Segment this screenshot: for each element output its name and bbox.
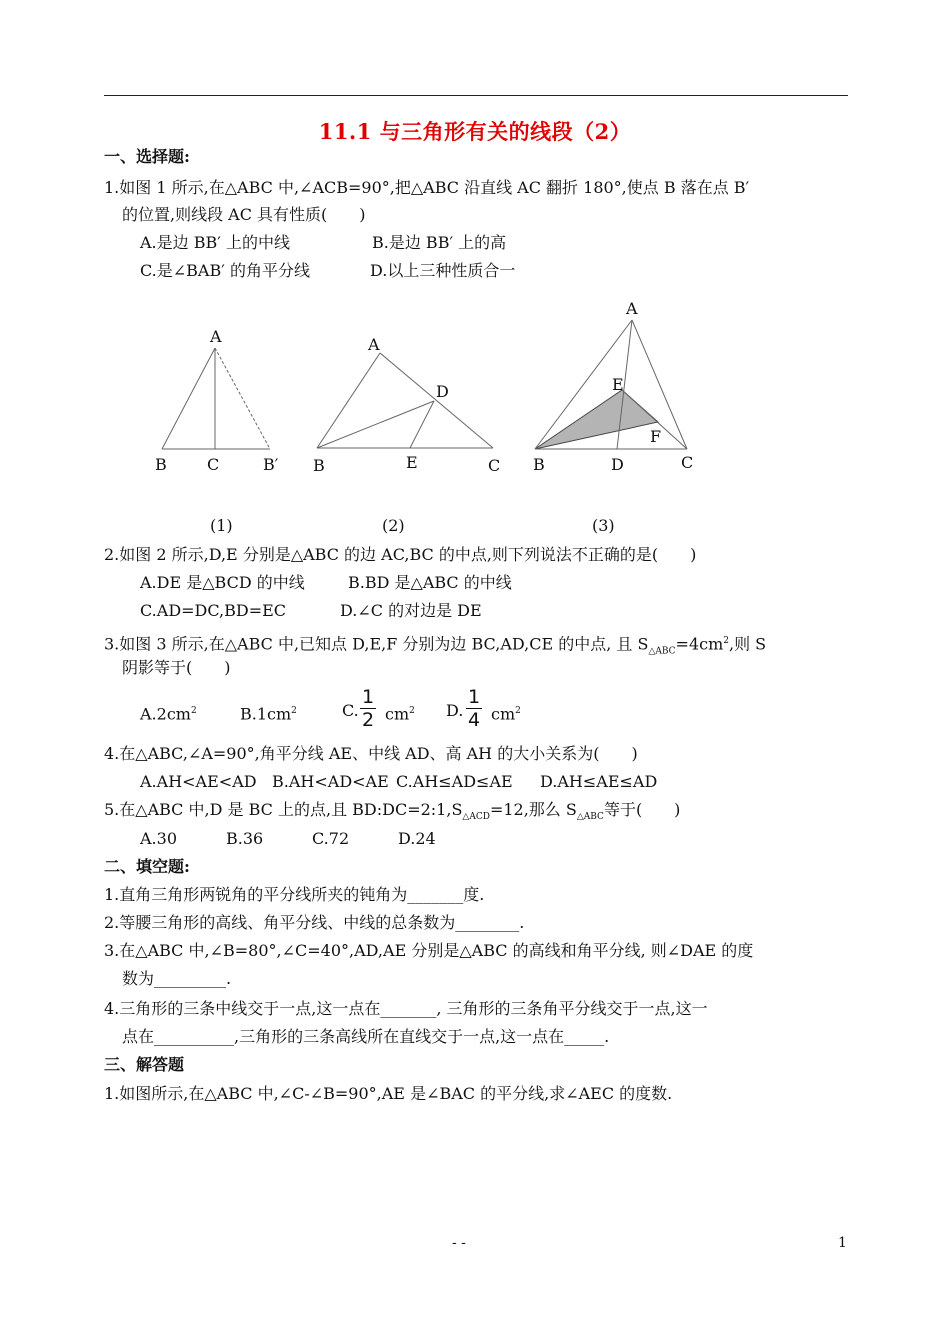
fig3-label-f: F (650, 427, 662, 446)
fig3-caption: (3) (592, 516, 615, 535)
fig1-label-a: A (210, 327, 222, 346)
figure-1 (140, 318, 290, 483)
q3-option-a: $A.2cm^2$ (140, 704, 197, 724)
q3-option-d-fraction: $\frac{1}{4}$ (468, 686, 481, 731)
q2-stem: 2.如图 2 所示,D,E 分别是△ABC 的边 AC,BC 的中点,则下列说法不正确的是( ) (104, 545, 697, 564)
q4-stem: 4.在△ABC,∠A=90°,角平分线 AE、中线 AD、高 AH 的大小关系为( ) (104, 744, 638, 763)
fill-q3-line2: 数为_________. (122, 969, 232, 988)
q5-option-d: D.24 (398, 829, 436, 848)
footer-center-mark: - - (452, 1235, 466, 1251)
fig2-side-ab (317, 353, 380, 448)
q1-stem-line1: 1.如图 1 所示,在△ABC 中,∠ACB=90°,把△ABC 沿直线 AC 翻折 180°,使点 B 落在点 B′ (104, 178, 750, 197)
fig3-label-c: C (681, 453, 694, 472)
q1-option-b: B.是边 BB′ 上的高 (372, 233, 507, 252)
fig2-caption: (2) (382, 516, 405, 535)
q3-option-d-unit: $cm^2$ (491, 704, 521, 724)
fig2-segment-de (410, 401, 434, 448)
q2-option-d: D.∠C 的对边是 DE (340, 601, 482, 620)
q5-option-a: A.30 (140, 829, 177, 848)
q4-option-c: C.AH≤AD≤AE (396, 772, 513, 791)
q3-option-c-fraction: $\frac{1}{2}$ (362, 686, 375, 731)
q2-option-b: B.BD 是△ABC 的中线 (348, 573, 512, 592)
fill-q2: 2.等腰三角形的高线、角平分线、中线的总条数为________. (104, 913, 525, 932)
q3-option-d: D. (446, 701, 464, 720)
q5-stem: 5.在△ABC 中,D 是 BC 上的点,且 $BD:DC=2:1,S_{\triangle ACD}=12$,那么 $S_{\triangle ABC}$等于( ) (104, 800, 681, 823)
q1-option-d: D.以上三种性质合一 (370, 261, 516, 280)
q5-option-c: C.72 (312, 829, 350, 848)
fig2-label-e: E (406, 453, 418, 472)
section-heading-solve: 三、解答题 (104, 1055, 185, 1074)
fig1-side-ab2 (215, 348, 270, 449)
fig1-label-b-prime: B′ (263, 455, 279, 474)
section-heading-choice: 一、选择题: (104, 147, 190, 166)
q3-option-b: $B.1cm^2$ (240, 704, 297, 724)
page-number: 1 (838, 1235, 847, 1251)
fill-q1: 1.直角三角形两锐角的平分线所夹的钝角为_______度. (104, 885, 485, 904)
fill-q4-line2: 点在__________,三角形的三条高线所在直线交于一点,这一点在_____. (122, 1027, 610, 1046)
solve-q1: 1.如图所示,在△ABC 中,∠C-∠B=90°,AE 是∠BAC 的平分线,求∠AEC 的度数. (104, 1084, 673, 1103)
q2-option-a: A.DE 是△BCD 的中线 (140, 573, 305, 592)
fig2-label-d: D (436, 382, 449, 401)
q1-option-a: A.是边 BB′ 上的中线 (140, 233, 290, 252)
q2-option-c: C.AD=DC,BD=EC (140, 601, 287, 620)
fig3-shaded-region (535, 390, 658, 449)
q3-option-c-unit: $cm^2$ (385, 704, 415, 724)
fig1-label-b: B (155, 455, 167, 474)
fig2-segment-bd (317, 401, 434, 448)
q1-option-c: C.是∠BAB′ 的角平分线 (140, 261, 310, 280)
q4-option-d: D.AH≤AE≤AD (540, 772, 658, 791)
fig3-label-e: E (612, 375, 624, 394)
fill-q3-line1: 3.在△ABC 中,∠B=80°,∠C=40°,AD,AE 分别是△ABC 的高线和角平分线, 则∠DAE 的度 (104, 941, 754, 960)
fig3-label-b: B (533, 455, 545, 474)
q3-stem-line2: 阴影等于( ) (122, 658, 231, 677)
header-rule (104, 95, 848, 96)
fig1-side-ab (162, 348, 215, 449)
section-heading-fill: 二、填空题: (104, 857, 190, 876)
fig1-caption: (1) (210, 516, 233, 535)
fig2-label-b: B (313, 456, 325, 475)
figure-3 (520, 292, 710, 482)
fig1-label-c: C (207, 455, 220, 474)
q3-stem-line1: 3.如图 3 所示,在△ABC 中,已知点 D,E,F 分别为边 BC,AD,CE 的中点, 且 $S_{\triangle ABC}=4cm^2$,则 S (104, 634, 767, 657)
q3-option-c: C. (342, 701, 359, 720)
fig2-label-c: C (488, 456, 501, 475)
fig3-label-a: A (626, 299, 638, 318)
page-title: 11.1 与三角形有关的线段（2） (318, 119, 632, 144)
q4-option-b: B.AH<AD<AE (272, 772, 389, 791)
fig2-label-a: A (368, 335, 380, 354)
fill-q4-line1: 4.三角形的三条中线交于一点,这一点在_______, 三角形的三条角平分线交于一点,这一 (104, 999, 708, 1018)
figure-2 (300, 328, 510, 478)
fig3-label-d: D (611, 455, 624, 474)
q1-stem-line2: 的位置,则线段 AC 具有性质( ) (122, 205, 366, 224)
q5-option-b: B.36 (226, 829, 264, 848)
q4-option-a: A.AH<AE<AD (140, 772, 257, 791)
